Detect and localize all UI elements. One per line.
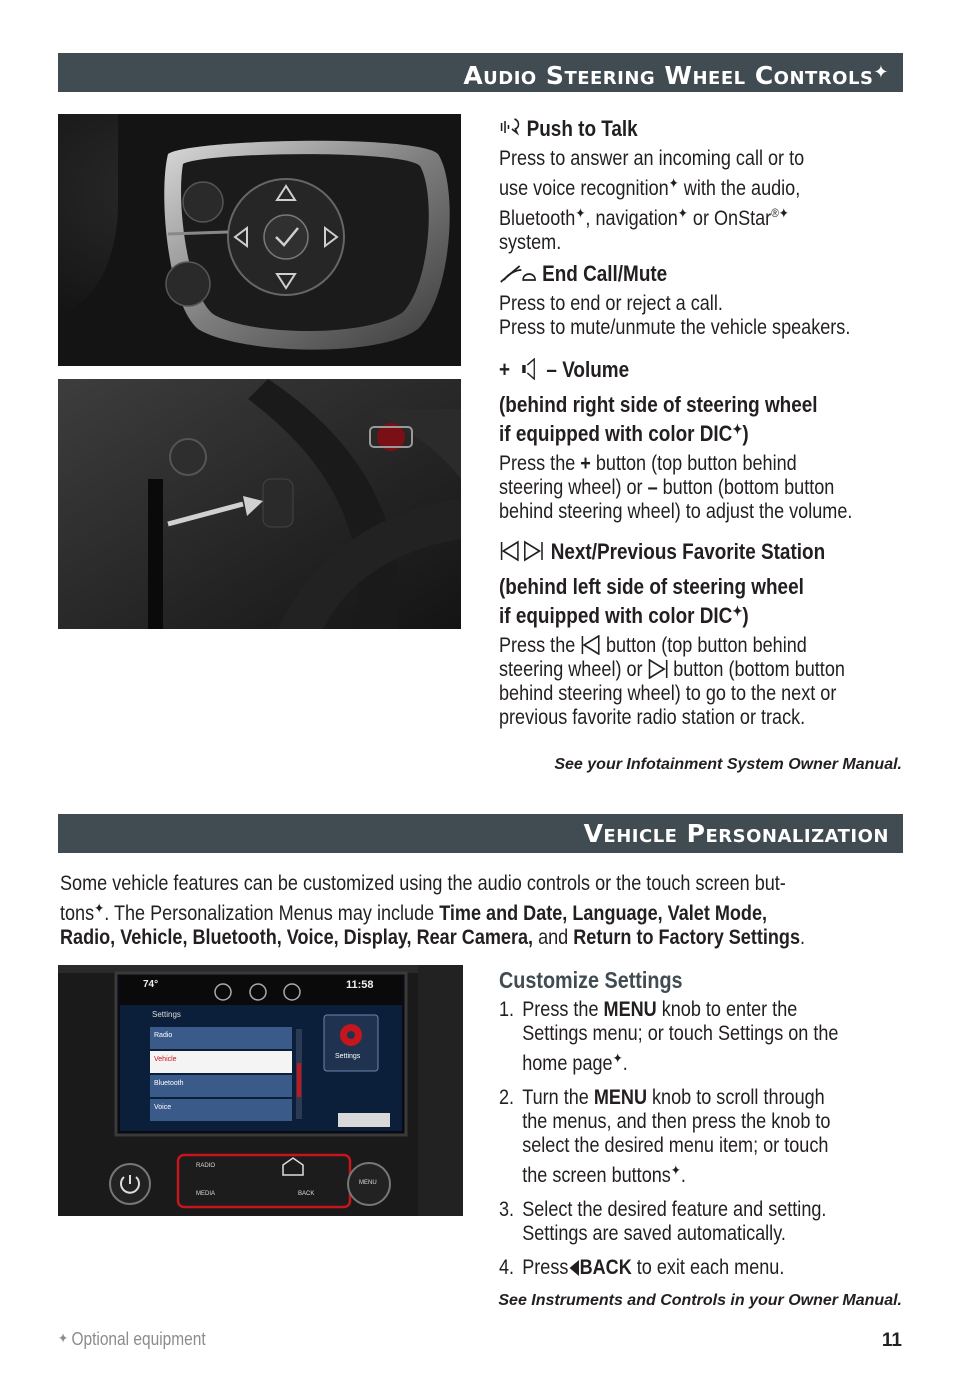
page-number: 11 (881, 1330, 902, 1351)
screen-back-button[interactable]: BACK (298, 1191, 315, 1197)
step-4: 4. Press BACK to exit each menu. (499, 1256, 785, 1279)
screen-menu-vehicle[interactable]: Vehicle (154, 1056, 177, 1063)
screen-radio-button[interactable]: RADIO (196, 1163, 216, 1169)
volume-heading: + – Volume (499, 357, 630, 382)
screen-menu-radio[interactable]: Radio (154, 1032, 173, 1039)
screen-temp: 74° (143, 979, 159, 990)
customize-settings-block (499, 968, 894, 1280)
steering-wheel-controls-photo (58, 114, 461, 366)
step-1: 1. Press the MENU knob to enter the Settings menu; or touch Settings on the home page✦. (499, 998, 839, 1075)
push-to-talk-block: Push to Talk Press to answer an incoming call or to use voice recognition✦ with the audio, Bluetooth✦, navigation✦ or OnStar®✦ system. (499, 116, 805, 254)
settings-screen-photo (58, 965, 463, 1216)
section-title-audio: Audio Steering Wheel Controls✦ (463, 61, 889, 90)
section-band-personalization (58, 814, 903, 853)
behind-wheel-photo (58, 379, 461, 629)
infotainment-manual-note: See your Infotainment System Owner Manual. (554, 756, 902, 773)
screen-settings-tile[interactable]: Settings (335, 1053, 361, 1060)
step-2: 2. Turn the MENU knob to scroll through the menus, and then press the knob to select the desired menu item; or touch the screen buttons✦. (499, 1086, 831, 1187)
screen-menu-bluetooth[interactable]: Bluetooth (154, 1080, 184, 1087)
next-previous-heading: Next/Previous Favorite Station (499, 540, 845, 564)
end-call-block: End Call/Mute Press to end or reject a call. Press to mute/unmute the vehicle speakers. (499, 261, 851, 339)
speaker-icon (515, 358, 541, 380)
push-to-talk-heading: Push to Talk (499, 117, 804, 141)
back-arrow-icon (568, 1259, 579, 1277)
screen-time: 11:58 (346, 979, 374, 991)
screen-title: Settings (152, 1010, 181, 1019)
end-call-heading: End Call/Mute (499, 262, 850, 286)
section-title-personalization: Vehicle Personalization (583, 819, 889, 848)
volume-block: + – Volume (behind right side of steering wheel if equipped with color DIC✦) Press the + button (top button behind steering wheel) or – button (bottom button behind steering wheel) to adjust the volume. (499, 357, 853, 523)
step-3: 3. Select the desired feature and setting. Settings are saved automatically. (499, 1198, 827, 1245)
section-band-audio (58, 53, 903, 92)
personalization-intro: Some vehicle features can be customized using the audio controls or the touch screen but- tons✦. The Personalization Menus may include Time and Date, Language, Valet Mode, Radio, Vehicle, Bluetooth, Voice, Display, Rear Camera, and Return to Factory Settings. (60, 872, 806, 949)
prev-icon (580, 635, 601, 655)
optional-equipment-note: ✦ Optional equipment (58, 1329, 206, 1349)
prev-next-icon (499, 540, 545, 562)
screen-menu-voice[interactable]: Voice (154, 1104, 172, 1111)
end-call-icon (499, 264, 537, 284)
next-previous-block: Next/Previous Favorite Station (behind left side of steering wheel if equipped with color DIC✦) Press the button (top button behind steering wheel) or button (bottom button behind steering wheel) to go to the next or previous favorite radio station or track. (499, 539, 845, 729)
customize-settings-heading: Customize Settings (499, 967, 683, 993)
next-icon (648, 659, 669, 679)
screen-media-button[interactable]: MEDIA (196, 1191, 216, 1197)
push-to-talk-icon (499, 117, 521, 139)
screen-menu-knob[interactable]: MENU (359, 1180, 377, 1186)
owner-manual-note: See Instruments and Controls in your Owner Manual. (498, 1292, 902, 1309)
